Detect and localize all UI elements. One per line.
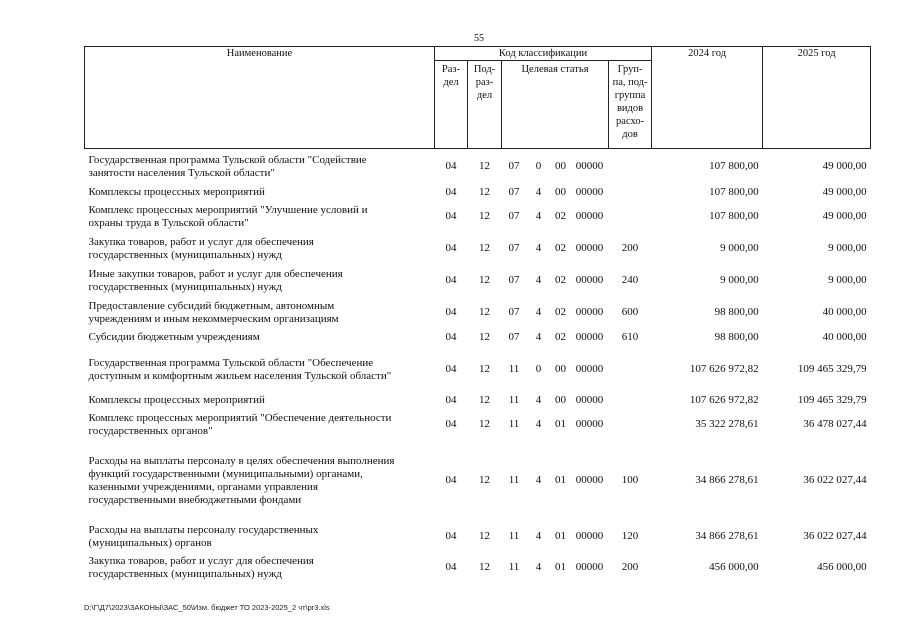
- code-type: 4: [535, 331, 542, 343]
- page-number: 55: [474, 33, 484, 44]
- code-razdel: 04: [445, 210, 457, 222]
- code-podrazdel: 12: [479, 160, 490, 173]
- code-direction: 00000: [575, 418, 604, 430]
- header-target-article: Целевая статья: [502, 61, 609, 149]
- amount-2025: 40 000,00: [822, 306, 867, 318]
- amount-2025: 49 000,00: [822, 210, 867, 222]
- code-expense-group: 120: [621, 530, 639, 542]
- table-row: [85, 297, 871, 329]
- code-type: 0: [535, 363, 542, 375]
- code-subprogram: 00: [555, 160, 566, 173]
- header-line: Раз-: [441, 64, 461, 75]
- row-name-line: Расходы на выплаты персоналу в целях обеспечения выполнения: [88, 454, 395, 467]
- row-name-line: Государственная программа Тульской области "Содействие: [88, 153, 367, 166]
- amount-2024: 34 866 278,61: [695, 474, 759, 486]
- code-program: 11: [508, 418, 520, 430]
- code-type: 4: [535, 186, 542, 198]
- code-podrazdel: 12: [479, 331, 490, 343]
- amount-2024: 107 800,00: [709, 186, 759, 198]
- code-expense-group: 200: [621, 242, 639, 254]
- row-name: [85, 521, 435, 553]
- amount-2024: 35 322 278,61: [695, 418, 759, 430]
- row-name: [85, 149, 435, 185]
- amount-2024: 98 800,00: [714, 331, 759, 343]
- amount-2025: 49 000,00: [822, 160, 867, 173]
- code-direction: 00000: [575, 160, 604, 173]
- code-podrazdel: 12: [479, 394, 490, 406]
- code-subprogram: 02: [555, 274, 566, 286]
- header-line: дел: [476, 90, 493, 101]
- row-name-line: государственных органов": [88, 424, 213, 437]
- code-program: 07: [508, 306, 520, 318]
- code-subprogram: 02: [555, 210, 566, 222]
- table-row: [85, 149, 871, 185]
- code-type: 4: [535, 274, 542, 286]
- row-name-line: Комплекс процессных мероприятий "Улучшение условий и: [88, 203, 368, 216]
- row-name: [85, 393, 435, 409]
- header-expense-group: [609, 61, 652, 149]
- row-name-line: учреждениям и иным некоммерческим организациям: [88, 312, 339, 325]
- amount-2025: 49 000,00: [822, 186, 867, 198]
- amount-2024: 9 000,00: [720, 274, 759, 286]
- code-expense-group: [609, 201, 652, 233]
- amount-2024: 456 000,00: [709, 561, 759, 573]
- row-name: [85, 233, 435, 265]
- code-razdel: 04: [445, 561, 457, 573]
- code-razdel: 04: [445, 186, 457, 198]
- code-podrazdel: 12: [479, 210, 490, 222]
- code-direction: 00000: [575, 306, 604, 318]
- code-subprogram: 02: [555, 331, 566, 343]
- code-razdel: 04: [445, 394, 457, 406]
- code-podrazdel: 12: [479, 274, 490, 286]
- code-subprogram: 02: [555, 242, 566, 254]
- row-name-line: Государственная программа Тульской области "Обеспечение: [88, 356, 374, 369]
- row-name: [85, 265, 435, 297]
- code-razdel: 04: [445, 274, 457, 286]
- table-row: [85, 265, 871, 297]
- header-razdel: [435, 61, 468, 149]
- amount-2024: 107 626 972,82: [689, 363, 759, 375]
- header-line: раз-: [475, 77, 494, 88]
- code-podrazdel: 12: [479, 530, 490, 542]
- code-razdel: 04: [445, 474, 457, 486]
- code-program: 07: [508, 242, 520, 254]
- code-program: 11: [508, 474, 520, 486]
- row-name: [85, 347, 435, 393]
- code-program: 07: [508, 160, 520, 173]
- row-name: [85, 553, 435, 583]
- code-type: 4: [535, 210, 542, 222]
- code-subprogram: 01: [555, 530, 566, 542]
- code-podrazdel: 12: [479, 242, 490, 254]
- code-direction: 00000: [575, 394, 604, 406]
- row-name-line: (муниципальных) органов: [88, 536, 212, 549]
- code-program: 11: [508, 394, 520, 406]
- row-name-line: охраны труда в Тульской области": [88, 216, 249, 229]
- amount-2025: 9 000,00: [828, 274, 867, 286]
- row-name-line: Субсидии бюджетным учреждениям: [88, 331, 260, 343]
- code-expense-group: [609, 393, 652, 409]
- header-line: дов: [622, 129, 638, 140]
- row-name-line: доступным и комфортным жильем населения Тульской области": [88, 369, 392, 382]
- amount-2024: 107 800,00: [709, 210, 759, 222]
- row-name-line: Предоставление субсидий бюджетным, автономным: [88, 299, 335, 312]
- table-row: [85, 185, 871, 201]
- code-type: 4: [535, 561, 542, 573]
- code-direction: 00000: [575, 242, 604, 254]
- code-expense-group: 610: [621, 331, 639, 343]
- code-podrazdel: 12: [479, 186, 490, 198]
- code-podrazdel: 12: [479, 363, 490, 375]
- code-program: 07: [508, 186, 520, 198]
- code-program: 11: [508, 530, 520, 542]
- header-line: видов: [616, 103, 644, 114]
- header-line: расхо-: [616, 116, 645, 127]
- code-subprogram: 00: [555, 186, 566, 198]
- table-body: [85, 149, 871, 583]
- header-line: группа: [614, 90, 646, 101]
- code-expense-group: 200: [621, 561, 639, 573]
- code-razdel: 04: [445, 306, 457, 318]
- amount-2025: 36 022 027,44: [803, 530, 867, 542]
- code-program: 11: [508, 363, 520, 375]
- row-name: [85, 201, 435, 233]
- row-name-line: государственных (муниципальных) нужд: [88, 567, 282, 580]
- header-podrazdel: [468, 61, 502, 149]
- code-subprogram: 02: [555, 306, 566, 318]
- table-row: [85, 409, 871, 441]
- table-row: [85, 233, 871, 265]
- code-direction: 00000: [575, 274, 604, 286]
- table-row: [85, 553, 871, 583]
- code-type: 4: [535, 530, 542, 542]
- code-program: 07: [508, 274, 520, 286]
- row-name: [85, 297, 435, 329]
- amount-2025: 36 022 027,44: [803, 474, 867, 486]
- code-podrazdel: 12: [479, 418, 490, 430]
- row-name-line: Закупка товаров, работ и услуг для обеспечения: [88, 235, 314, 248]
- header-line: па, под-: [612, 77, 648, 88]
- code-razdel: 04: [445, 530, 457, 542]
- code-direction: 00000: [575, 561, 604, 573]
- row-name-line: государственных (муниципальных) нужд: [88, 248, 282, 261]
- header-line: Под-: [473, 64, 496, 75]
- code-type: 4: [535, 474, 542, 486]
- code-type: 4: [535, 306, 542, 318]
- code-expense-group: [609, 347, 652, 393]
- code-direction: 00000: [575, 186, 604, 198]
- code-direction: 00000: [575, 331, 604, 343]
- code-type: 4: [535, 418, 542, 430]
- code-podrazdel: 12: [479, 561, 490, 573]
- code-expense-group: 240: [621, 274, 639, 286]
- table-row: [85, 347, 871, 393]
- amount-2025: 9 000,00: [828, 242, 867, 254]
- code-program: 11: [508, 561, 520, 573]
- code-program: 07: [508, 331, 520, 343]
- code-direction: 00000: [575, 530, 604, 542]
- header-year-2025: 2025 год: [763, 47, 871, 149]
- amount-2024: 107 626 972,82: [689, 394, 759, 406]
- row-name-line: Комплексы процессных мероприятий: [88, 186, 265, 198]
- table-row: [85, 441, 871, 521]
- code-expense-group: 100: [621, 474, 639, 486]
- code-subprogram: 01: [555, 474, 566, 486]
- header-line: дел: [443, 77, 459, 88]
- row-name-line: Расходы на выплаты персоналу государственных: [88, 523, 319, 536]
- table-row: [85, 201, 871, 233]
- code-subprogram: 01: [555, 561, 566, 573]
- table-row: [85, 329, 871, 347]
- code-razdel: 04: [445, 242, 457, 254]
- footer-file-path: D:\Г\Д7\2023\ЗАКОНЫ\ЗАС_50\Изм. бюджет ТО 2023-2025_2 чт\pr3.xls: [84, 603, 330, 612]
- row-name-line: Иные закупки товаров, работ и услуг для обеспечения: [88, 267, 343, 280]
- amount-2025: 40 000,00: [822, 331, 867, 343]
- table-row: [85, 393, 871, 409]
- code-expense-group: [609, 185, 652, 201]
- code-razdel: 04: [445, 160, 457, 173]
- amount-2024: 98 800,00: [714, 306, 759, 318]
- amount-2025: 456 000,00: [817, 561, 867, 573]
- row-name-line: функций государственными (муниципальными) органами,: [88, 467, 363, 480]
- code-razdel: 04: [445, 363, 457, 375]
- code-direction: 00000: [575, 474, 604, 486]
- code-podrazdel: 12: [479, 306, 490, 318]
- amount-2024: 34 866 278,61: [695, 530, 759, 542]
- row-name-line: государственных (муниципальных) нужд: [88, 280, 282, 293]
- header-year-2024: 2024 год: [652, 47, 763, 149]
- row-name-line: занятости населения Тульской области": [88, 166, 275, 179]
- header-code-group: Код классификации: [435, 47, 652, 61]
- row-name: [85, 409, 435, 441]
- code-direction: 00000: [575, 363, 604, 375]
- row-name-line: Закупка товаров, работ и услуг для обеспечения: [88, 554, 314, 567]
- code-type: 4: [535, 394, 542, 406]
- code-direction: 00000: [575, 210, 604, 222]
- header-line: Груп-: [617, 64, 643, 75]
- code-expense-group: [609, 149, 652, 185]
- code-type: 4: [535, 242, 542, 254]
- row-name-line: государственными внебюджетными фондами: [88, 493, 302, 506]
- amount-2024: 9 000,00: [720, 242, 759, 254]
- code-podrazdel: 12: [479, 474, 490, 486]
- amount-2025: 36 478 027,44: [803, 418, 867, 430]
- header-name: Наименование: [85, 47, 435, 149]
- row-name: [85, 185, 435, 201]
- budget-table: [84, 46, 871, 583]
- row-name-line: Комплекс процессных мероприятий "Обеспечение деятельности: [88, 411, 392, 424]
- amount-2024: 107 800,00: [709, 160, 759, 173]
- code-subprogram: 00: [555, 394, 566, 406]
- code-expense-group: 600: [621, 306, 639, 318]
- code-razdel: 04: [445, 331, 457, 343]
- amount-2025: 109 465 329,79: [797, 363, 867, 375]
- table-row: [85, 521, 871, 553]
- code-razdel: 04: [445, 418, 457, 430]
- code-subprogram: 00: [555, 363, 566, 375]
- code-type: 0: [535, 160, 542, 173]
- row-name-line: Комплексы процессных мероприятий: [88, 394, 265, 406]
- code-expense-group: [609, 409, 652, 441]
- row-name: [85, 329, 435, 347]
- row-name: [85, 441, 435, 521]
- amount-2025: 109 465 329,79: [797, 394, 867, 406]
- row-name-line: казенными учреждениями, органами управления: [88, 480, 319, 493]
- code-subprogram: 01: [555, 418, 566, 430]
- code-program: 07: [508, 210, 520, 222]
